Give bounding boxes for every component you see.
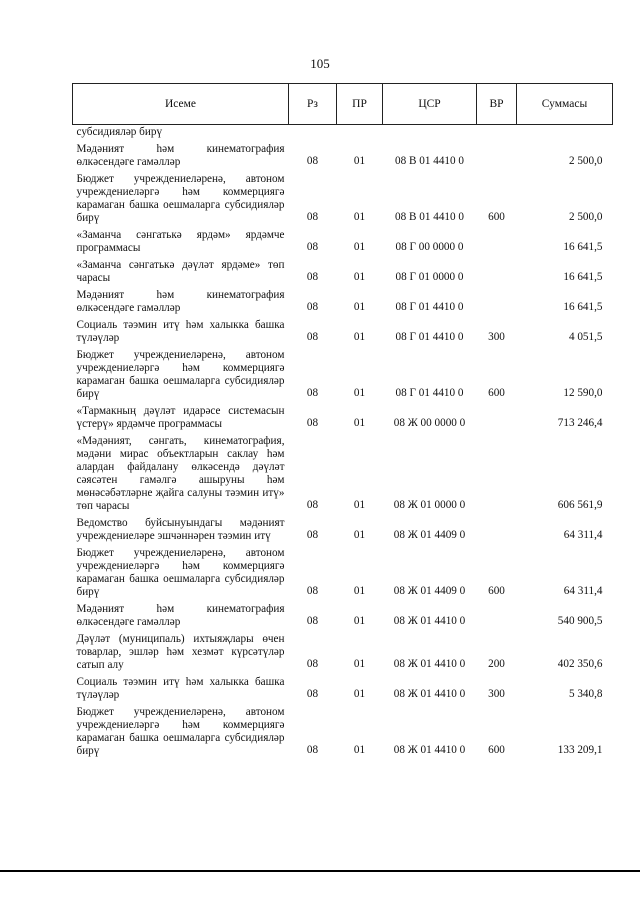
cell-pr: 01 <box>353 155 366 167</box>
cell-pr: 01 <box>353 658 366 670</box>
cell-vr: 600 <box>488 744 505 756</box>
cell-sum: 133 209,1 <box>557 744 603 756</box>
cell-name: Социаль тәэмин итү һәм халыкка башка түләүләр <box>76 319 285 344</box>
cell-sum: 713 246,4 <box>557 417 603 429</box>
cell-sum: 606 561,9 <box>557 499 603 511</box>
header-name: Исеме <box>73 84 289 125</box>
cell-vr <box>477 601 517 631</box>
cell-pr: 01 <box>353 585 366 597</box>
table-row <box>73 227 613 257</box>
cell-csr: 08 Г 01 4410 0 <box>395 331 464 343</box>
cell-vr: 300 <box>488 688 505 700</box>
cell-pr: 01 <box>353 271 366 283</box>
cell-csr: 08 Ж 01 0000 0 <box>393 499 466 511</box>
cell-sum: 2 500,0 <box>568 211 603 223</box>
cell-rz: 08 <box>306 529 319 541</box>
cell-sum: 4 051,5 <box>568 331 603 343</box>
cell-rz: 08 <box>306 211 319 223</box>
cell-csr: 08 Ж 01 4410 0 <box>393 658 466 670</box>
cell-name: Мәдәният һәм кинематография өлкәсендәге гамәлләр <box>76 143 285 168</box>
cell-rz <box>289 125 337 142</box>
header-pr: ПР <box>337 84 383 125</box>
cell-rz: 08 <box>306 585 319 597</box>
cell-pr: 01 <box>353 331 366 343</box>
cell-rz: 08 <box>306 331 319 343</box>
cell-vr: 600 <box>488 585 505 597</box>
cell-sum: 16 641,5 <box>563 301 603 313</box>
cell-sum: 2 500,0 <box>568 155 603 167</box>
cell-sum: 64 311,4 <box>563 529 603 541</box>
cell-sum: 540 900,5 <box>557 615 603 627</box>
cell-pr: 01 <box>353 387 366 399</box>
cell-csr: 08 Г 00 0000 0 <box>395 241 464 253</box>
cell-name: субсидияләр бирү <box>76 126 163 138</box>
table-row <box>73 433 613 515</box>
cell-vr <box>477 403 517 433</box>
cell-rz: 08 <box>306 499 319 511</box>
header-sum: Суммасы <box>517 84 613 125</box>
cell-csr: 08 Ж 00 0000 0 <box>393 417 466 429</box>
table-row <box>73 141 613 171</box>
cell-pr <box>337 125 383 142</box>
table-row <box>73 545 613 601</box>
cell-pr: 01 <box>353 744 366 756</box>
page-number: 105 <box>310 56 330 71</box>
table-row <box>73 631 613 674</box>
cell-csr: 08 Ж 01 4410 0 <box>393 615 466 627</box>
cell-rz: 08 <box>306 155 319 167</box>
cell-pr: 01 <box>353 529 366 541</box>
cell-sum: 16 641,5 <box>563 241 603 253</box>
cell-csr: 08 Ж 01 4410 0 <box>393 744 466 756</box>
table-row <box>73 515 613 545</box>
cell-vr <box>477 125 517 142</box>
cell-pr: 01 <box>353 301 366 313</box>
cell-name: Бюджет учреждениеләренә, автоном учреждениеләргә һәм коммерциягә карамаган башка оешмаларга субсидияләр бирү <box>76 349 285 400</box>
cell-csr <box>383 125 477 142</box>
table-row <box>73 674 613 704</box>
table-body <box>73 125 613 761</box>
header-vr: ВР <box>477 84 517 125</box>
cell-name: «Заманча сәнгатькә ярдәм» ярдәмче программасы <box>76 229 285 254</box>
cell-name: Ведомство буйсынуындагы мәдәният учреждениеләре эшчәннәрен тәэмин итү <box>76 517 285 542</box>
table-row <box>73 704 613 760</box>
cell-vr: 300 <box>488 331 505 343</box>
cell-csr: 08 Г 01 4410 0 <box>395 301 464 313</box>
cell-vr: 600 <box>488 387 505 399</box>
cell-name: Бюджет учреждениеләренә, автоном учреждениеләргә һәм коммерциягә карамаган башка оешмаларга субсидияләр бирү <box>76 706 285 757</box>
cell-rz: 08 <box>306 417 319 429</box>
cell-name: Мәдәният һәм кинематография өлкәсендәге гамәлләр <box>76 603 285 628</box>
cell-rz: 08 <box>306 615 319 627</box>
table-row <box>73 257 613 287</box>
cell-pr: 01 <box>353 241 366 253</box>
cell-pr: 01 <box>353 615 366 627</box>
cell-vr <box>477 227 517 257</box>
cell-sum: 16 641,5 <box>563 271 603 283</box>
table-row <box>73 287 613 317</box>
cell-pr: 01 <box>353 211 366 223</box>
cell-csr: 08 Ж 01 4409 0 <box>393 529 466 541</box>
cell-name: Дәүләт (муниципаль) ихтыяҗлары өчен товарлар, эшләр һәм хезмәт күрсәтүләр сатып алу <box>76 633 285 671</box>
header-rz: Рз <box>289 84 337 125</box>
cell-name: Бюджет учреждениеләренә, автоном учреждениеләргә һәм коммерциягә карамаган башка оешмаларга субсидияләр бирү <box>76 547 285 598</box>
cell-rz: 08 <box>306 658 319 670</box>
cell-sum: 64 311,4 <box>563 585 603 597</box>
cell-sum: 5 340,8 <box>568 688 603 700</box>
table-row <box>73 601 613 631</box>
cell-name: Бюджет учреждениеләренә, автоном учреждениеләргә һәм коммерциягә карамаган башка оешмаларга субсидияләр бирү <box>76 173 285 224</box>
table-header-row <box>73 84 613 125</box>
header-csr: ЦСР <box>383 84 477 125</box>
budget-table <box>72 83 613 760</box>
cell-vr <box>477 433 517 515</box>
cell-vr: 600 <box>488 211 505 223</box>
cell-rz: 08 <box>306 241 319 253</box>
cell-pr: 01 <box>353 499 366 511</box>
cell-name: «Заманча сәнгатькә дәүләт ярдәме» төп чарасы <box>76 259 285 284</box>
cell-vr <box>477 141 517 171</box>
table-row <box>73 347 613 403</box>
cell-rz: 08 <box>306 301 319 313</box>
scan-edge-line <box>0 870 640 872</box>
cell-csr: 08 Г 01 0000 0 <box>395 271 464 283</box>
cell-name: Социаль тәэмин итү һәм халыкка башка түләүләр <box>76 676 285 701</box>
cell-vr <box>477 257 517 287</box>
cell-rz: 08 <box>306 688 319 700</box>
cell-csr: 08 Ж 01 4409 0 <box>393 585 466 597</box>
cell-name: Мәдәният һәм кинематография өлкәсендәге гамәлләр <box>76 289 285 314</box>
table-row <box>73 403 613 433</box>
cell-csr: 08 В 01 4410 0 <box>395 211 464 223</box>
budget-table-wrapper <box>72 83 612 760</box>
cell-sum: 402 350,6 <box>557 658 603 670</box>
cell-csr: 08 В 01 4410 0 <box>395 155 464 167</box>
cell-name: «Тармакның дәүләт идарәсе системасын үстерү» ярдәмче программасы <box>76 405 285 430</box>
cell-rz: 08 <box>306 744 319 756</box>
cell-vr <box>477 287 517 317</box>
cell-csr: 08 Ж 01 4410 0 <box>393 688 466 700</box>
cell-name: «Мәдәният, сәнгать, кинематография, мәдәни мирас объектларын саклау һәм алардан файдалану өлкәсендә дәүләт сәясәтен гамәлгә ашыруны һәм мөнәсәбәтләрне җайга салуны тәэмин итү» төп чарасы <box>76 435 285 512</box>
cell-vr <box>477 515 517 545</box>
cell-vr: 200 <box>488 658 505 670</box>
table-row <box>73 125 613 142</box>
table-row <box>73 317 613 347</box>
cell-sum <box>517 125 613 142</box>
cell-sum: 12 590,0 <box>563 387 603 399</box>
cell-pr: 01 <box>353 417 366 429</box>
cell-rz: 08 <box>306 387 319 399</box>
table-row <box>73 171 613 227</box>
cell-rz: 08 <box>306 271 319 283</box>
cell-csr: 08 Г 01 4410 0 <box>395 387 464 399</box>
cell-pr: 01 <box>353 688 366 700</box>
